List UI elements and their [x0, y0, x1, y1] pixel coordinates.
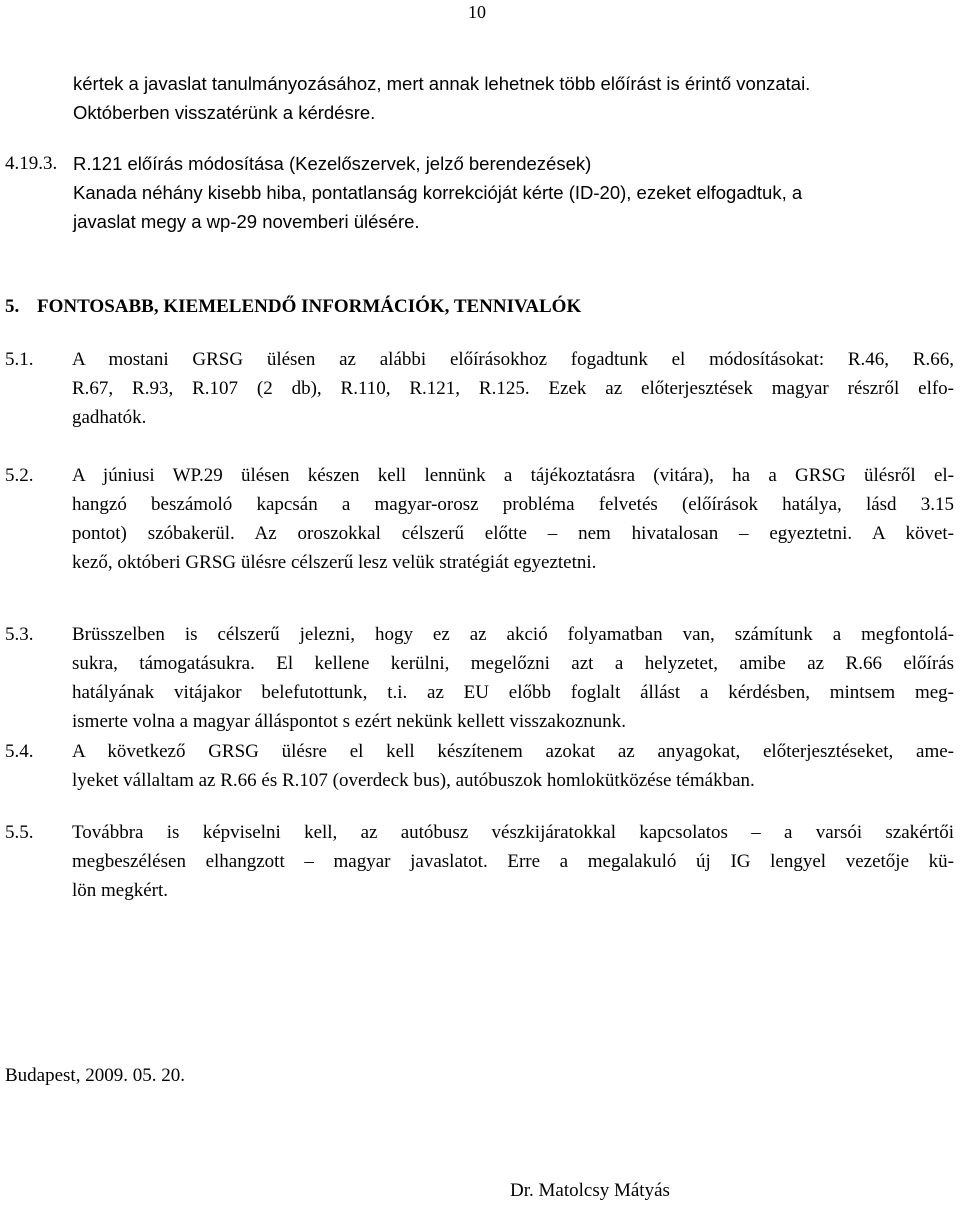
item-body	[72, 620, 954, 736]
item-line: sukra, támogatásukra. El kellene kerülni, megelőzni azt a helyzetet, amibe az R.66 előírás	[72, 653, 954, 674]
item-line: hatályának vitájakor belefutottunk, t.i. az EU előbb foglalt állást a kérdésben, mintsem meg-	[72, 682, 954, 703]
item-line: lyeket vállaltam az R.66 és R.107 (overdeck bus), autóbuszok homlokütközése témákban.	[72, 770, 755, 791]
section-number: 5.	[5, 296, 20, 317]
item-line: javaslat megy a wp-29 novemberi ülésére.	[73, 211, 420, 232]
item-line: R.67, R.93, R.107 (2 db), R.110, R.121, R.125. Ezek az előterjesztések magyar részről elfo-	[72, 378, 954, 399]
item-line: lön megkért.	[72, 880, 169, 901]
item-line: pontot) szóbakerül. Az oroszokkal célszerű előtte – nem hivatalosan – egyeztetni. A követ-	[72, 523, 954, 544]
item-line: A júniusi WP.29 ülésen készen kell lennünk a tájékoztatásra (vitára), ha a GRSG ülésről el-	[72, 465, 954, 486]
item-body	[72, 345, 954, 432]
item-line: Brüsszelben is célszerű jelezni, hogy ez az akció folyamatban van, számítunk a megfontolá-	[72, 624, 954, 645]
item-line: Továbbra is képviselni kell, az autóbusz vészkijáratokkal kapcsolatos – a varsói szakértői	[72, 822, 954, 843]
item-body	[73, 149, 955, 236]
item-number: 4.19.3.	[5, 153, 58, 174]
item-line: A következő GRSG ülésre el kell készítenem azokat az anyagokat, előterjesztéseket, ame-	[72, 741, 954, 762]
item-line: A mostani GRSG ülésen az alábbi előírásokhoz fogadtunk el módosításokat: R.46, R.66,	[72, 349, 954, 370]
place-and-date: Budapest, 2009. 05. 20.	[5, 1065, 185, 1086]
intro-line: Októberben visszatérünk a kérdésre.	[73, 102, 376, 123]
item-number: 5.1.	[5, 349, 34, 370]
item-line: hangzó beszámoló kapcsán a magyar-orosz probléma felvetés (előírások hatálya, lásd 3.15	[72, 494, 954, 515]
item-number: 5.2.	[5, 465, 34, 486]
item-line: ismerte volna a magyar álláspontot s ezért nekünk kellett visszakoznunk.	[72, 711, 626, 732]
intro-line: kértek a javaslat tanulmányozásához, mert annak lehetnek több előírást is érintő vonzatai.	[73, 73, 811, 94]
item-line: megbeszélésen elhangzott – magyar javaslatot. Erre a megalakuló új IG lengyel vezetője kü-	[72, 851, 954, 872]
item-body	[72, 461, 954, 577]
item-line: R.121 előírás módosítása (Kezelőszervek, jelző berendezések)	[73, 153, 592, 174]
item-number: 5.4.	[5, 741, 34, 762]
item-body	[72, 818, 954, 905]
page-number: 10	[468, 2, 486, 22]
item-number: 5.3.	[5, 624, 34, 645]
item-line: Kanada néhány kisebb hiba, pontatlanság korrekcióját kérte (ID-20), ezeket elfogadtuk, a	[73, 182, 803, 203]
intro-paragraph	[73, 69, 953, 127]
item-body	[72, 737, 954, 795]
section-title: FONTOSABB, KIEMELENDŐ INFORMÁCIÓK, TENNIVALÓK	[37, 296, 582, 317]
item-line: gadhatók.	[72, 407, 147, 428]
item-line: kező, októberi GRSG ülésre célszerű lesz velük stratégiát egyeztetni.	[72, 552, 597, 573]
signature-name: Dr. Matolcsy Mátyás	[510, 1180, 670, 1201]
item-number: 5.5.	[5, 822, 34, 843]
